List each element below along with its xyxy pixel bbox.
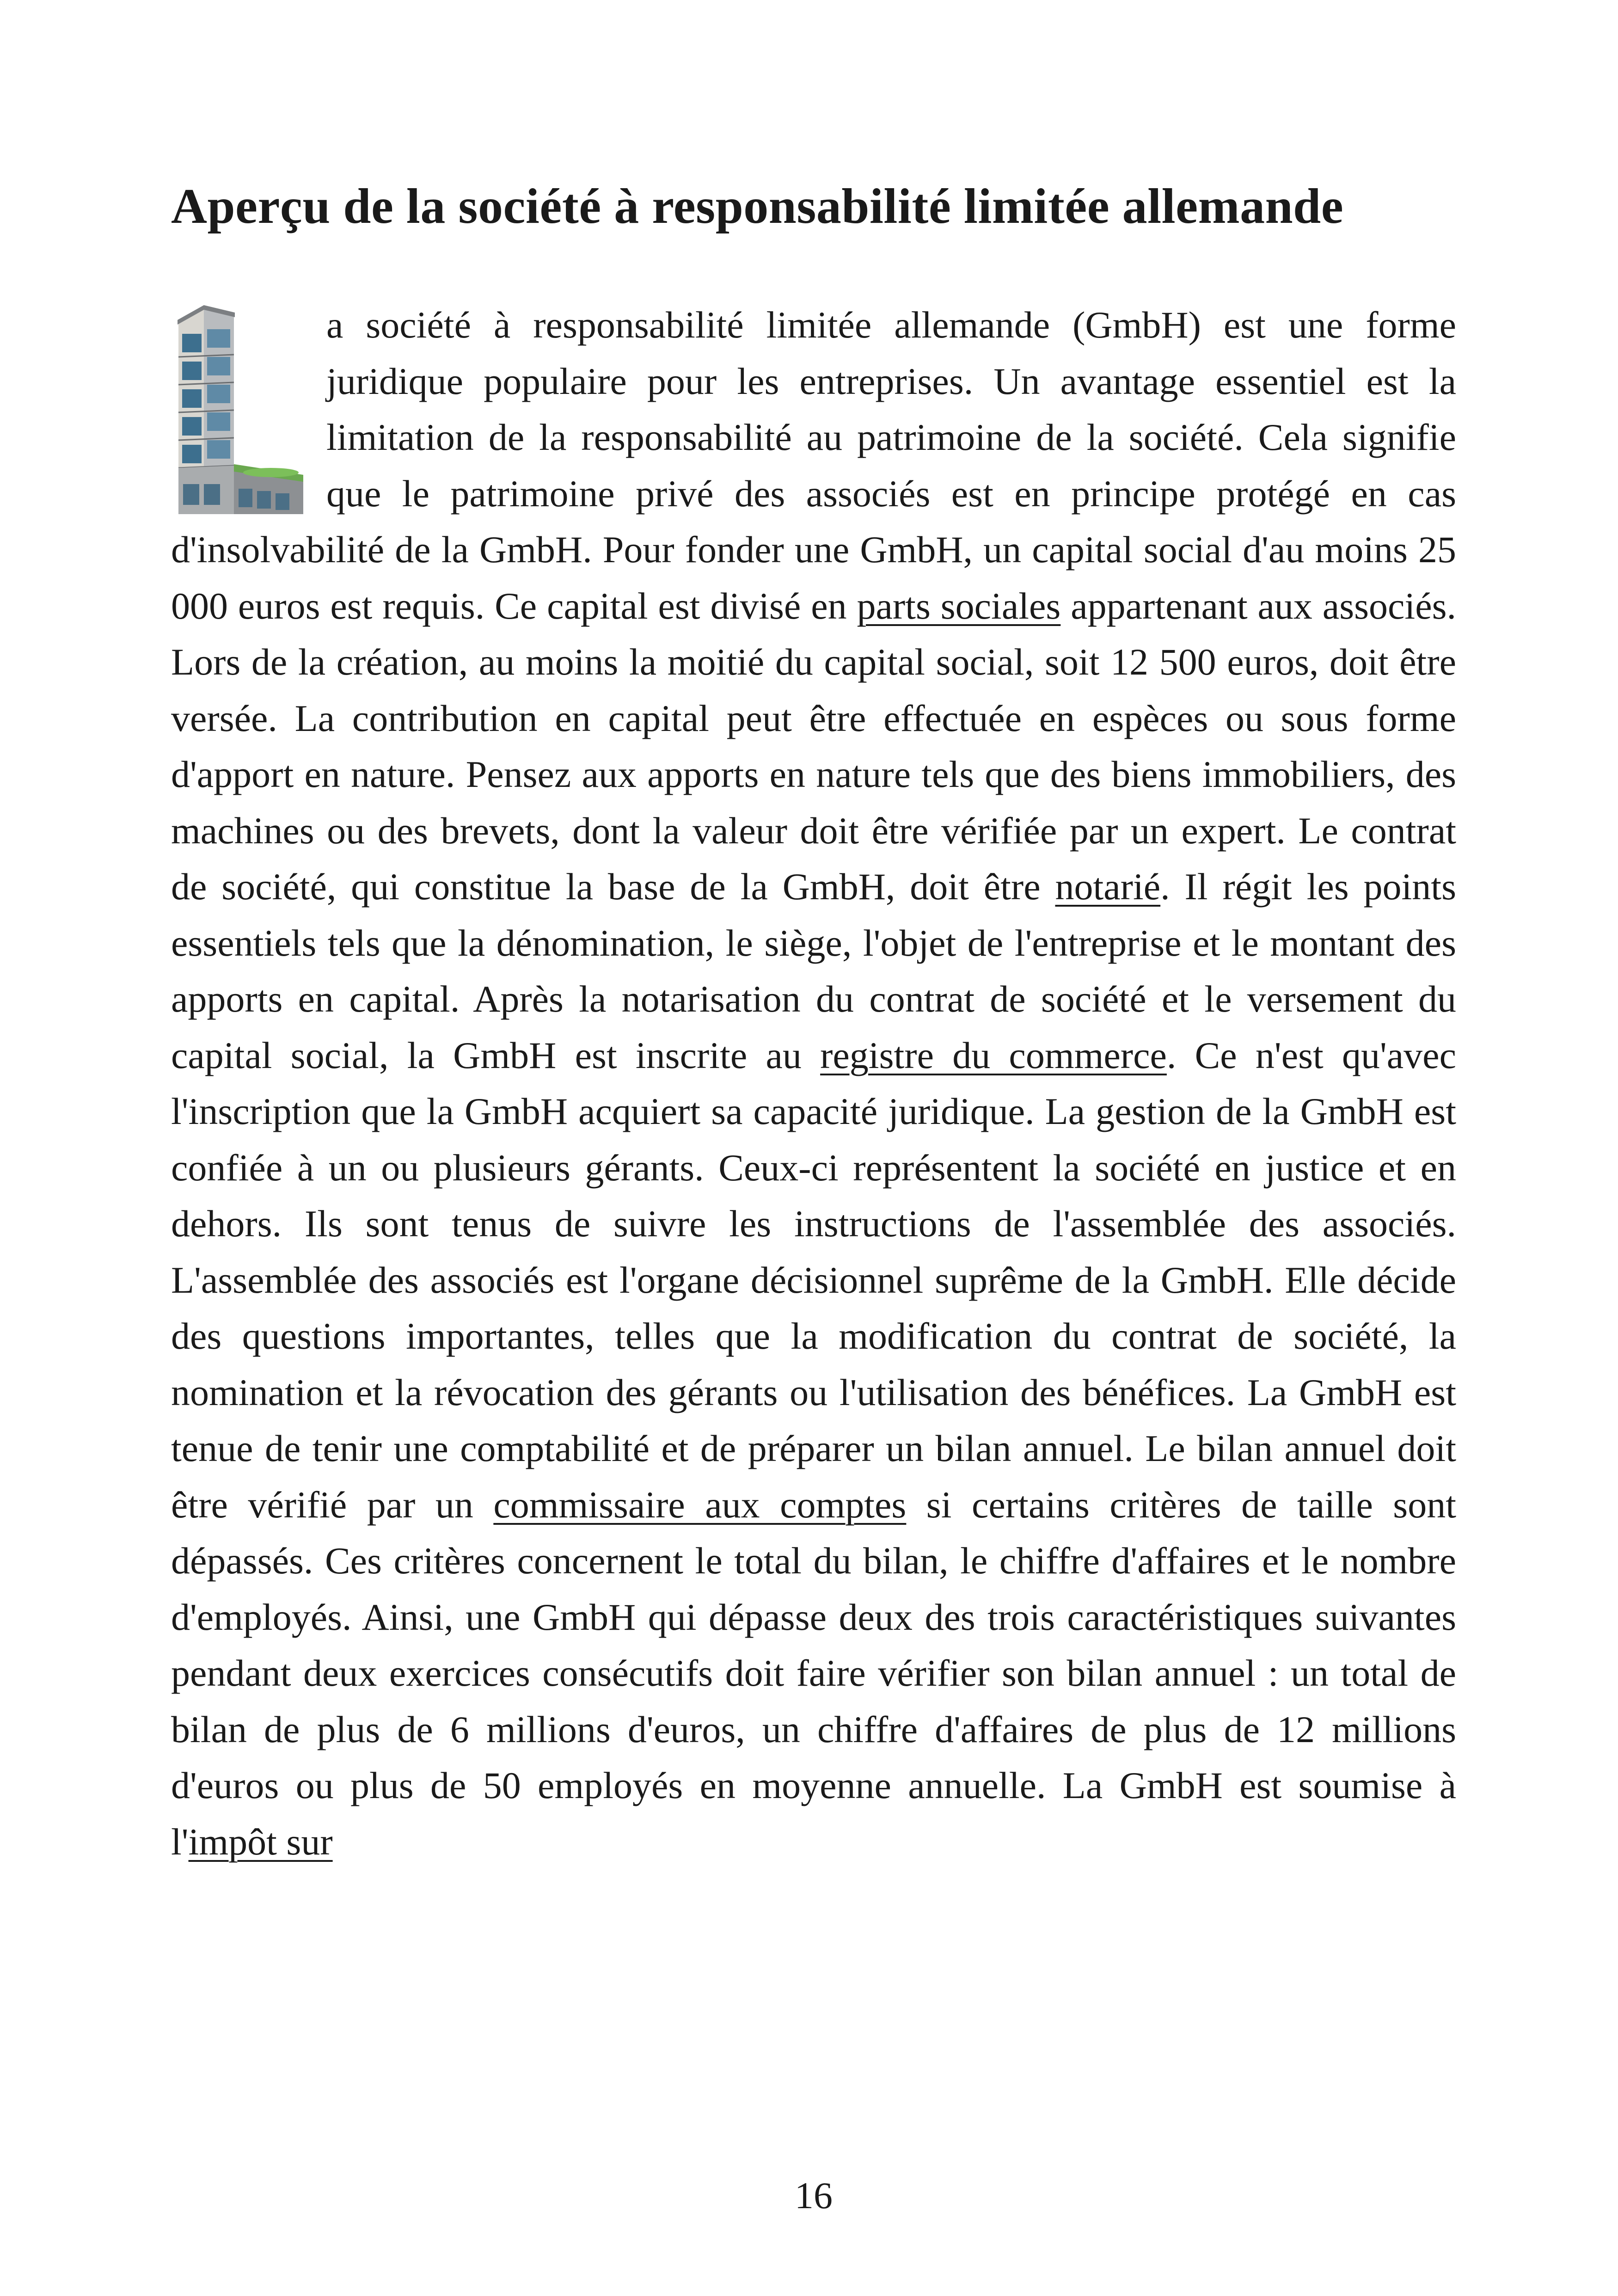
dropcap-building-l — [169, 301, 308, 519]
paragraph-text: . Ce n'est qu'avec l'inscription que la GmbH acquiert sa capacité juridique. La gestion de la GmbH est confiée à un ou plusieurs gérants. Ceux-ci représentent la société en justice et en dehors. Ils sont tenus de suivre les instructions de l'assemblée des associés. L'assemblée des associés est l'organe décisionnel suprême de la GmbH. Elle décide des questions importantes, telles que la modification du contrat de société, la nomination et la révocation des gérants ou l'utilisation des bénéfices. La GmbH est tenue de tenir une comptabilité et de préparer un bilan annuel. Le bilan annuel doit être vérifié par un — [171, 1034, 1456, 1526]
term-link[interactable]: registre du commerce — [820, 1034, 1167, 1076]
term-link[interactable]: commissaire aux comptes — [493, 1483, 907, 1526]
term-link[interactable]: impôt sur — [188, 1820, 333, 1863]
term-link[interactable]: notarié — [1055, 866, 1161, 908]
page-number: 16 — [795, 2174, 833, 2216]
paragraph-text: a société à responsabilité limitée allemande (GmbH) est une forme juridique populaire pour les entreprises. Un avantage essentiel est la limitation de la responsabilité au patrimoine de la société. Cela signifie que le patrimoine privé des associés est en principe protégé en cas d'insolvabilité de la GmbH. Pour fonder une GmbH, un capital social d'au moins 25 000 euros est requis. Ce capital est divisé en — [171, 304, 1456, 627]
term-link[interactable]: parts sociales — [857, 584, 1061, 627]
document-page — [171, 0, 1456, 2296]
paragraph-content — [171, 304, 1456, 1863]
office-building-letter-l-icon — [169, 301, 308, 519]
paragraph-text: . Il régit les points essentiels tels que la dénomination, le siège, l'objet de l'entreprise et le montant des apports en capital. Après la notarisation du contrat de société et le versement du capital social, la GmbH est inscrite au — [171, 866, 1456, 1076]
page-title: Aperçu de la société à responsabilité limitée allemande — [171, 179, 1344, 234]
body-paragraph — [171, 297, 1456, 1870]
paragraph-text: si certains critères de taille sont dépassés. Ces critères concernent le total du bilan, le chiffre d'affaires et le nombre d'employés. Ainsi, une GmbH qui dépasse deux des trois caractéristiques suivantes pendant deux exercices consécutifs doit faire vérifier son bilan annuel : un total de bilan de plus de 6 millions d'euros, un chiffre d'affaires de plus de 12 millions d'euros ou plus de 50 employés en moyenne annuelle. La GmbH est soumise à l' — [171, 1483, 1456, 1863]
paragraph-text: appartenant aux associés. Lors de la création, au moins la moitié du capital social, soit 12 500 euros, doit être versée. La contribution en capital peut être effectuée en espèces ou sous forme d'apport en nature. Pensez aux apports en nature tels que des biens immobiliers, des machines ou des brevets, dont la valeur doit être vérifiée par un expert. Le contrat de société, qui constitue la base de la GmbH, doit être — [171, 584, 1457, 908]
